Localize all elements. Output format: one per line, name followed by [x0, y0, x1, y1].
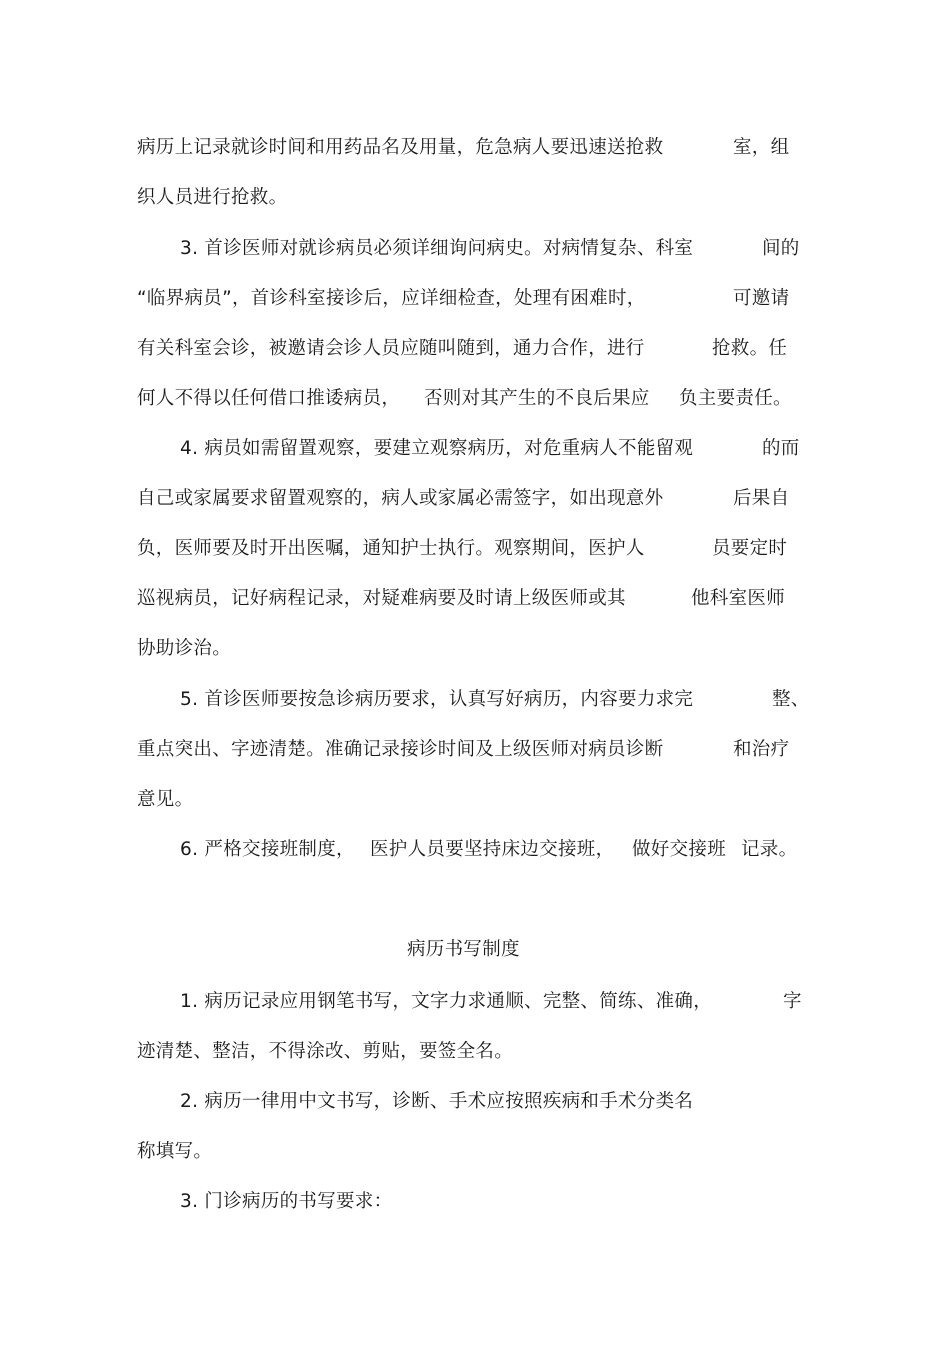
- text-line: 自己或家属要求留置观察的，病人或家属必需签字，如出现意外: [137, 488, 664, 509]
- text-line: 协助诊治。: [137, 638, 232, 659]
- text-line: 字: [783, 991, 802, 1012]
- text-line: 后果自: [733, 488, 790, 509]
- text-line: 3. 门诊病历的书写要求：: [180, 1191, 393, 1212]
- text-line: 重点突出、字迹清楚。准确记录接诊时间及上级医师对病员诊断: [137, 739, 664, 760]
- text-line: 6. 严格交接班制度，: [180, 839, 355, 860]
- text-line: “临界病员”，首诊科室接诊后，应详细检查，处理有困难时，: [137, 288, 646, 309]
- text-line: 抢救。任: [712, 338, 788, 359]
- section-title: 病历书写制度: [407, 939, 520, 960]
- text-line: 称填写。: [137, 1141, 213, 1162]
- text-line: 否则对其产生的不良后果应: [424, 388, 650, 409]
- text-line: 室，组: [733, 137, 790, 158]
- text-line: 巡视病员，记好病程记录，对疑难病要及时请上级医师或其: [137, 588, 626, 609]
- text-line: 意见。: [137, 789, 194, 810]
- text-line: 病历上记录就诊时间和用药品名及用量，危急病人要迅速送抢救: [137, 137, 664, 158]
- text-line: 迹清楚、整洁，不得涂改、剪贴，要签全名。: [137, 1041, 514, 1062]
- text-line: 3. 首诊医师对就诊病员必须详细询问病史。对病情复杂、科室: [180, 238, 694, 259]
- text-line: 何人不得以任何借口推诿病员，: [137, 388, 401, 409]
- text-line: 织人员进行抢救。: [137, 187, 288, 208]
- text-line: 可邀请: [733, 288, 790, 309]
- text-line: 负主要责任。: [679, 388, 792, 409]
- text-line: 2. 病历一律用中文书写，诊断、手术应按照疾病和手术分类名: [180, 1091, 694, 1112]
- text-line: 负，医师要及时开出医嘱，通知护士执行。观察期间，医护人: [137, 538, 645, 559]
- text-line: 1. 病历记录应用钢笔书写，文字力求通顺、完整、简练、准确，: [180, 991, 713, 1012]
- text-line: 和治疗: [733, 739, 790, 760]
- text-line: 间的: [762, 238, 800, 259]
- text-line: 的而: [762, 438, 800, 459]
- text-line: 5. 首诊医师要按急诊病历要求，认真写好病历，内容要力求完: [180, 689, 694, 710]
- text-line: 做好交接班: [632, 839, 727, 860]
- text-line: 记录。: [741, 839, 798, 860]
- text-line: 医护人员要坚持床边交接班，: [370, 839, 615, 860]
- text-line: 员要定时: [712, 538, 788, 559]
- text-line: 有关科室会诊，被邀请会诊人员应随叫随到，通力合作，进行: [137, 338, 645, 359]
- text-line: 整、: [772, 689, 810, 710]
- text-line: 他科室医师: [691, 588, 786, 609]
- text-line: 4. 病员如需留置观察，要建立观察病历，对危重病人不能留观: [180, 438, 694, 459]
